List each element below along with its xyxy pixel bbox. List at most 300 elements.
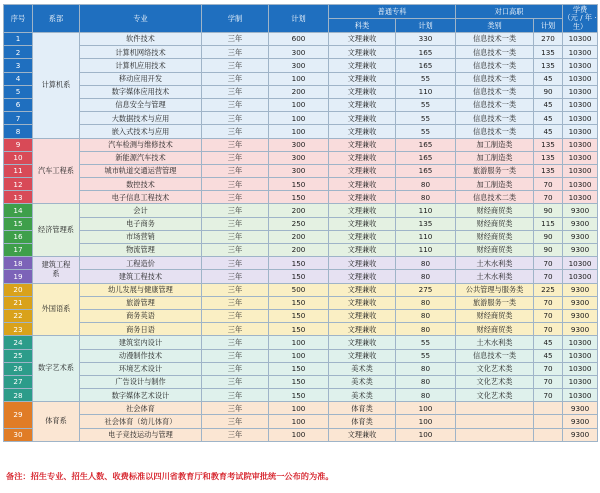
row-subject: 文理兼收 <box>329 230 396 243</box>
row-plan: 150 <box>269 309 329 322</box>
row-plan: 150 <box>269 389 329 402</box>
row-major: 电子竞技运动与管理 <box>80 428 202 441</box>
row-duration: 三年 <box>202 98 269 111</box>
table-row <box>4 389 598 402</box>
row-voc-plan: 45 <box>534 336 563 349</box>
row-subject: 文理兼收 <box>329 85 396 98</box>
row-plan: 100 <box>269 349 329 362</box>
row-subject: 文理兼收 <box>329 217 396 230</box>
row-major: 物流管理 <box>80 244 202 257</box>
row-subject: 美术类 <box>329 362 396 375</box>
row-seq: 16 <box>4 230 33 243</box>
header-duration: 学制 <box>202 5 269 33</box>
row-major: 社会体育 <box>80 402 202 415</box>
row-plan: 150 <box>269 323 329 336</box>
row-major: 电子商务 <box>80 217 202 230</box>
row-duration: 三年 <box>202 33 269 46</box>
row-fee: 10300 <box>563 362 598 375</box>
row-reg-plan: 165 <box>396 46 456 59</box>
row-voc-plan: 70 <box>534 191 563 204</box>
row-voc-plan <box>534 415 563 428</box>
row-major: 软件技术 <box>80 33 202 46</box>
table-row <box>4 415 598 428</box>
row-plan: 200 <box>269 204 329 217</box>
dept-cell: 汽车工程系 <box>33 138 80 204</box>
row-duration: 三年 <box>202 415 269 428</box>
row-subject: 体育类 <box>329 415 396 428</box>
row-category: 信息技术二类 <box>456 191 534 204</box>
row-plan: 100 <box>269 72 329 85</box>
row-plan: 100 <box>269 336 329 349</box>
row-major: 城市轨道交通运营管理 <box>80 164 202 177</box>
row-plan: 200 <box>269 230 329 243</box>
row-duration: 三年 <box>202 138 269 151</box>
row-reg-plan: 165 <box>396 164 456 177</box>
header-regular: 普通专科 <box>329 5 456 19</box>
enrollment-plan-table <box>3 4 598 442</box>
row-plan: 150 <box>269 362 329 375</box>
row-voc-plan <box>534 428 563 441</box>
row-subject: 文理兼收 <box>329 112 396 125</box>
row-reg-plan: 55 <box>396 336 456 349</box>
row-major: 计算机网络技术 <box>80 46 202 59</box>
row-fee: 10300 <box>563 151 598 164</box>
row-plan: 100 <box>269 112 329 125</box>
row-major: 工程造价 <box>80 257 202 270</box>
row-subject: 美术类 <box>329 375 396 388</box>
row-reg-plan: 110 <box>396 244 456 257</box>
row-subject: 文理兼收 <box>329 336 396 349</box>
row-fee: 10300 <box>563 191 598 204</box>
row-category: 财经商贸类 <box>456 204 534 217</box>
row-voc-plan: 45 <box>534 125 563 138</box>
header-vocational: 对口高职 <box>456 5 563 19</box>
row-seq: 13 <box>4 191 33 204</box>
row-category: 信息技术一类 <box>456 98 534 111</box>
header-major: 专业 <box>80 5 202 33</box>
row-reg-plan: 100 <box>396 415 456 428</box>
row-major: 幼儿发展与健康管理 <box>80 283 202 296</box>
row-voc-plan: 135 <box>534 151 563 164</box>
row-fee: 10300 <box>563 270 598 283</box>
row-plan: 500 <box>269 283 329 296</box>
dept-cell: 外国语系 <box>33 283 80 336</box>
row-category: 财经商贸类 <box>456 323 534 336</box>
table-row <box>4 191 598 204</box>
row-plan: 150 <box>269 178 329 191</box>
table-row <box>4 402 598 415</box>
row-major: 市场营销 <box>80 230 202 243</box>
header-dept: 系部 <box>33 5 80 33</box>
header-voc-category: 类别 <box>456 19 534 33</box>
row-reg-plan: 55 <box>396 98 456 111</box>
row-seq: 10 <box>4 151 33 164</box>
table-row <box>4 204 598 217</box>
row-fee: 9300 <box>563 296 598 309</box>
row-plan: 100 <box>269 428 329 441</box>
row-category: 财经商贸类 <box>456 230 534 243</box>
table-row <box>4 125 598 138</box>
row-duration: 三年 <box>202 336 269 349</box>
header-fee-line1: 学费 <box>572 5 588 15</box>
row-duration: 三年 <box>202 349 269 362</box>
row-reg-plan: 80 <box>396 375 456 388</box>
dept-cell: 体育系 <box>33 402 80 442</box>
row-voc-plan: 45 <box>534 112 563 125</box>
row-fee: 10300 <box>563 85 598 98</box>
row-fee: 9300 <box>563 323 598 336</box>
row-fee: 9300 <box>563 204 598 217</box>
row-major: 计算机应用技术 <box>80 59 202 72</box>
table-row <box>4 309 598 322</box>
table-row <box>4 98 598 111</box>
row-major: 环境艺术设计 <box>80 362 202 375</box>
dept-cell: 建筑工程系 <box>33 257 80 283</box>
row-category: 旅游服务一类 <box>456 164 534 177</box>
row-category: 财经商贸类 <box>456 244 534 257</box>
row-plan: 150 <box>269 296 329 309</box>
row-fee: 10300 <box>563 72 598 85</box>
row-fee: 10300 <box>563 389 598 402</box>
row-duration: 三年 <box>202 309 269 322</box>
header-plan: 计划 <box>269 5 329 33</box>
row-seq: 22 <box>4 309 33 322</box>
row-seq: 24 <box>4 336 33 349</box>
row-seq: 29 <box>4 402 33 428</box>
row-category: 公共管理与服务类 <box>456 283 534 296</box>
row-duration: 三年 <box>202 244 269 257</box>
table-row <box>4 362 598 375</box>
row-category: 信息技术一类 <box>456 112 534 125</box>
row-reg-plan: 135 <box>396 217 456 230</box>
row-fee: 9300 <box>563 309 598 322</box>
row-duration: 三年 <box>202 191 269 204</box>
row-duration: 三年 <box>202 402 269 415</box>
row-subject: 文理兼收 <box>329 283 396 296</box>
row-seq: 8 <box>4 125 33 138</box>
row-voc-plan: 70 <box>534 270 563 283</box>
row-subject: 美术类 <box>329 389 396 402</box>
dept-cell: 计算机系 <box>33 33 80 139</box>
row-voc-plan: 225 <box>534 283 563 296</box>
row-major: 数字媒体艺术设计 <box>80 389 202 402</box>
row-seq: 4 <box>4 72 33 85</box>
row-subject: 文理兼收 <box>329 151 396 164</box>
row-plan: 300 <box>269 59 329 72</box>
row-seq: 1 <box>4 33 33 46</box>
table-row <box>4 283 598 296</box>
row-voc-plan: 45 <box>534 72 563 85</box>
row-plan: 250 <box>269 217 329 230</box>
row-fee: 10300 <box>563 46 598 59</box>
row-subject: 文理兼收 <box>329 164 396 177</box>
table-row <box>4 428 598 441</box>
header-regular-plan: 计划 <box>396 19 456 33</box>
row-plan: 200 <box>269 85 329 98</box>
row-subject: 文理兼收 <box>329 191 396 204</box>
dept-cell: 数字艺术系 <box>33 336 80 402</box>
row-category: 加工制造类 <box>456 138 534 151</box>
row-duration: 三年 <box>202 270 269 283</box>
row-reg-plan: 80 <box>396 389 456 402</box>
row-category: 信息技术一类 <box>456 72 534 85</box>
row-major: 社会体育（幼儿体育） <box>80 415 202 428</box>
table-row <box>4 323 598 336</box>
row-seq: 17 <box>4 244 33 257</box>
row-category: 土木水利类 <box>456 257 534 270</box>
row-subject: 文理兼收 <box>329 178 396 191</box>
header-regular-subject: 科类 <box>329 19 396 33</box>
row-category <box>456 415 534 428</box>
row-reg-plan: 80 <box>396 362 456 375</box>
row-plan: 600 <box>269 33 329 46</box>
row-reg-plan: 55 <box>396 72 456 85</box>
row-major: 建筑工程技术 <box>80 270 202 283</box>
row-major: 动漫制作技术 <box>80 349 202 362</box>
row-seq: 15 <box>4 217 33 230</box>
row-voc-plan: 135 <box>534 46 563 59</box>
row-fee: 10300 <box>563 257 598 270</box>
row-category: 文化艺术类 <box>456 362 534 375</box>
row-reg-plan: 110 <box>396 85 456 98</box>
row-plan: 150 <box>269 257 329 270</box>
row-subject: 文理兼收 <box>329 296 396 309</box>
header-seq: 序号 <box>4 5 33 33</box>
row-duration: 三年 <box>202 72 269 85</box>
row-category: 旅游服务一类 <box>456 296 534 309</box>
row-subject: 文理兼收 <box>329 349 396 362</box>
row-subject: 文理兼收 <box>329 204 396 217</box>
row-fee: 10300 <box>563 33 598 46</box>
row-category: 加工制造类 <box>456 151 534 164</box>
row-major: 电子信息工程技术 <box>80 191 202 204</box>
row-voc-plan: 70 <box>534 296 563 309</box>
row-seq: 20 <box>4 283 33 296</box>
row-category: 财经商贸类 <box>456 309 534 322</box>
table-row <box>4 151 598 164</box>
row-duration: 三年 <box>202 389 269 402</box>
row-major: 数控技术 <box>80 178 202 191</box>
row-subject: 文理兼收 <box>329 33 396 46</box>
row-major: 数字媒体应用技术 <box>80 85 202 98</box>
row-voc-plan: 115 <box>534 217 563 230</box>
row-category: 信息技术一类 <box>456 46 534 59</box>
row-subject: 文理兼收 <box>329 270 396 283</box>
row-reg-plan: 165 <box>396 138 456 151</box>
row-major: 嵌入式技术与应用 <box>80 125 202 138</box>
row-plan: 300 <box>269 164 329 177</box>
row-reg-plan: 100 <box>396 402 456 415</box>
row-subject: 文理兼收 <box>329 72 396 85</box>
row-subject: 体育类 <box>329 402 396 415</box>
row-category: 信息技术一类 <box>456 59 534 72</box>
row-fee: 9300 <box>563 428 598 441</box>
row-voc-plan: 90 <box>534 244 563 257</box>
row-fee: 10300 <box>563 375 598 388</box>
row-subject: 文理兼收 <box>329 138 396 151</box>
row-reg-plan: 165 <box>396 151 456 164</box>
row-reg-plan: 165 <box>396 59 456 72</box>
table-row <box>4 270 598 283</box>
row-duration: 三年 <box>202 375 269 388</box>
row-plan: 100 <box>269 98 329 111</box>
row-seq: 5 <box>4 85 33 98</box>
row-reg-plan: 110 <box>396 230 456 243</box>
row-fee: 9300 <box>563 415 598 428</box>
row-category: 加工制造类 <box>456 178 534 191</box>
row-reg-plan: 55 <box>396 125 456 138</box>
row-duration: 三年 <box>202 204 269 217</box>
row-reg-plan: 55 <box>396 112 456 125</box>
row-seq: 27 <box>4 375 33 388</box>
row-seq: 18 <box>4 257 33 270</box>
row-reg-plan: 330 <box>396 33 456 46</box>
row-voc-plan: 45 <box>534 98 563 111</box>
row-subject: 文理兼收 <box>329 309 396 322</box>
row-duration: 三年 <box>202 283 269 296</box>
row-voc-plan: 70 <box>534 362 563 375</box>
row-plan: 100 <box>269 402 329 415</box>
row-fee: 10300 <box>563 138 598 151</box>
row-duration: 三年 <box>202 428 269 441</box>
row-subject: 文理兼收 <box>329 98 396 111</box>
row-reg-plan: 80 <box>396 270 456 283</box>
row-reg-plan: 80 <box>396 309 456 322</box>
table-row <box>4 164 598 177</box>
row-subject: 文理兼收 <box>329 323 396 336</box>
row-reg-plan: 80 <box>396 323 456 336</box>
row-major: 旅游管理 <box>80 296 202 309</box>
row-major: 大数据技术与应用 <box>80 112 202 125</box>
table-row <box>4 72 598 85</box>
row-category <box>456 402 534 415</box>
row-subject: 文理兼收 <box>329 59 396 72</box>
table-row <box>4 230 598 243</box>
row-seq: 25 <box>4 349 33 362</box>
row-fee: 10300 <box>563 125 598 138</box>
row-category: 信息技术一类 <box>456 85 534 98</box>
row-duration: 三年 <box>202 59 269 72</box>
row-voc-plan: 70 <box>534 389 563 402</box>
row-subject: 文理兼收 <box>329 244 396 257</box>
row-major: 商务日语 <box>80 323 202 336</box>
row-plan: 300 <box>269 46 329 59</box>
table-row <box>4 257 598 270</box>
row-duration: 三年 <box>202 323 269 336</box>
row-major: 会计 <box>80 204 202 217</box>
row-seq: 2 <box>4 46 33 59</box>
row-reg-plan: 80 <box>396 178 456 191</box>
row-duration: 三年 <box>202 296 269 309</box>
row-voc-plan <box>534 402 563 415</box>
header-voc-plan: 计划 <box>534 19 563 33</box>
row-voc-plan: 90 <box>534 85 563 98</box>
row-reg-plan: 80 <box>396 191 456 204</box>
row-fee: 10300 <box>563 178 598 191</box>
row-seq: 19 <box>4 270 33 283</box>
row-category: 财经商贸类 <box>456 217 534 230</box>
row-duration: 三年 <box>202 178 269 191</box>
row-fee: 10300 <box>563 112 598 125</box>
row-seq: 11 <box>4 164 33 177</box>
row-major: 汽车检测与维修技术 <box>80 138 202 151</box>
row-voc-plan: 135 <box>534 59 563 72</box>
table-row <box>4 85 598 98</box>
row-duration: 三年 <box>202 257 269 270</box>
table-row <box>4 296 598 309</box>
row-seq: 3 <box>4 59 33 72</box>
row-seq: 14 <box>4 204 33 217</box>
row-subject: 文理兼收 <box>329 257 396 270</box>
row-seq: 12 <box>4 178 33 191</box>
row-seq: 7 <box>4 112 33 125</box>
row-plan: 150 <box>269 191 329 204</box>
row-plan: 300 <box>269 151 329 164</box>
footnote: 备注：招生专业、招生人数、收费标准以四川省教育厅和教育考试院审批统一公布的为准。 <box>6 471 334 481</box>
row-plan: 200 <box>269 244 329 257</box>
table-row <box>4 59 598 72</box>
row-plan: 100 <box>269 415 329 428</box>
row-category: 文化艺术类 <box>456 389 534 402</box>
table-row <box>4 336 598 349</box>
row-voc-plan: 135 <box>534 164 563 177</box>
row-major: 商务英语 <box>80 309 202 322</box>
row-voc-plan: 45 <box>534 349 563 362</box>
row-major: 移动应用开发 <box>80 72 202 85</box>
row-duration: 三年 <box>202 46 269 59</box>
row-seq: 21 <box>4 296 33 309</box>
row-duration: 三年 <box>202 217 269 230</box>
table-row <box>4 244 598 257</box>
row-voc-plan: 135 <box>534 138 563 151</box>
row-voc-plan: 270 <box>534 33 563 46</box>
row-major: 广告设计与制作 <box>80 375 202 388</box>
table-row <box>4 138 598 151</box>
row-duration: 三年 <box>202 85 269 98</box>
row-seq: 23 <box>4 323 33 336</box>
row-category: 土木水利类 <box>456 270 534 283</box>
row-fee: 10300 <box>563 98 598 111</box>
row-reg-plan: 110 <box>396 204 456 217</box>
row-duration: 三年 <box>202 230 269 243</box>
row-reg-plan: 80 <box>396 296 456 309</box>
row-category: 信息技术一类 <box>456 33 534 46</box>
row-major: 新能源汽车技术 <box>80 151 202 164</box>
row-reg-plan: 100 <box>396 428 456 441</box>
row-fee: 10300 <box>563 349 598 362</box>
row-voc-plan: 90 <box>534 204 563 217</box>
header-fee <box>563 5 598 33</box>
row-plan: 100 <box>269 125 329 138</box>
header-fee-line2: （元 / 年 · 生） <box>563 13 597 31</box>
table-row <box>4 33 598 46</box>
row-voc-plan: 70 <box>534 178 563 191</box>
row-category: 土木水利类 <box>456 336 534 349</box>
row-seq: 9 <box>4 138 33 151</box>
row-voc-plan: 70 <box>534 375 563 388</box>
row-voc-plan: 70 <box>534 323 563 336</box>
row-duration: 三年 <box>202 362 269 375</box>
row-fee: 10300 <box>563 164 598 177</box>
row-reg-plan: 55 <box>396 349 456 362</box>
row-voc-plan: 90 <box>534 230 563 243</box>
row-major: 建筑室内设计 <box>80 336 202 349</box>
row-category: 信息技术一类 <box>456 125 534 138</box>
row-fee: 10300 <box>563 336 598 349</box>
row-fee: 9300 <box>563 217 598 230</box>
row-seq: 28 <box>4 389 33 402</box>
row-duration: 三年 <box>202 112 269 125</box>
